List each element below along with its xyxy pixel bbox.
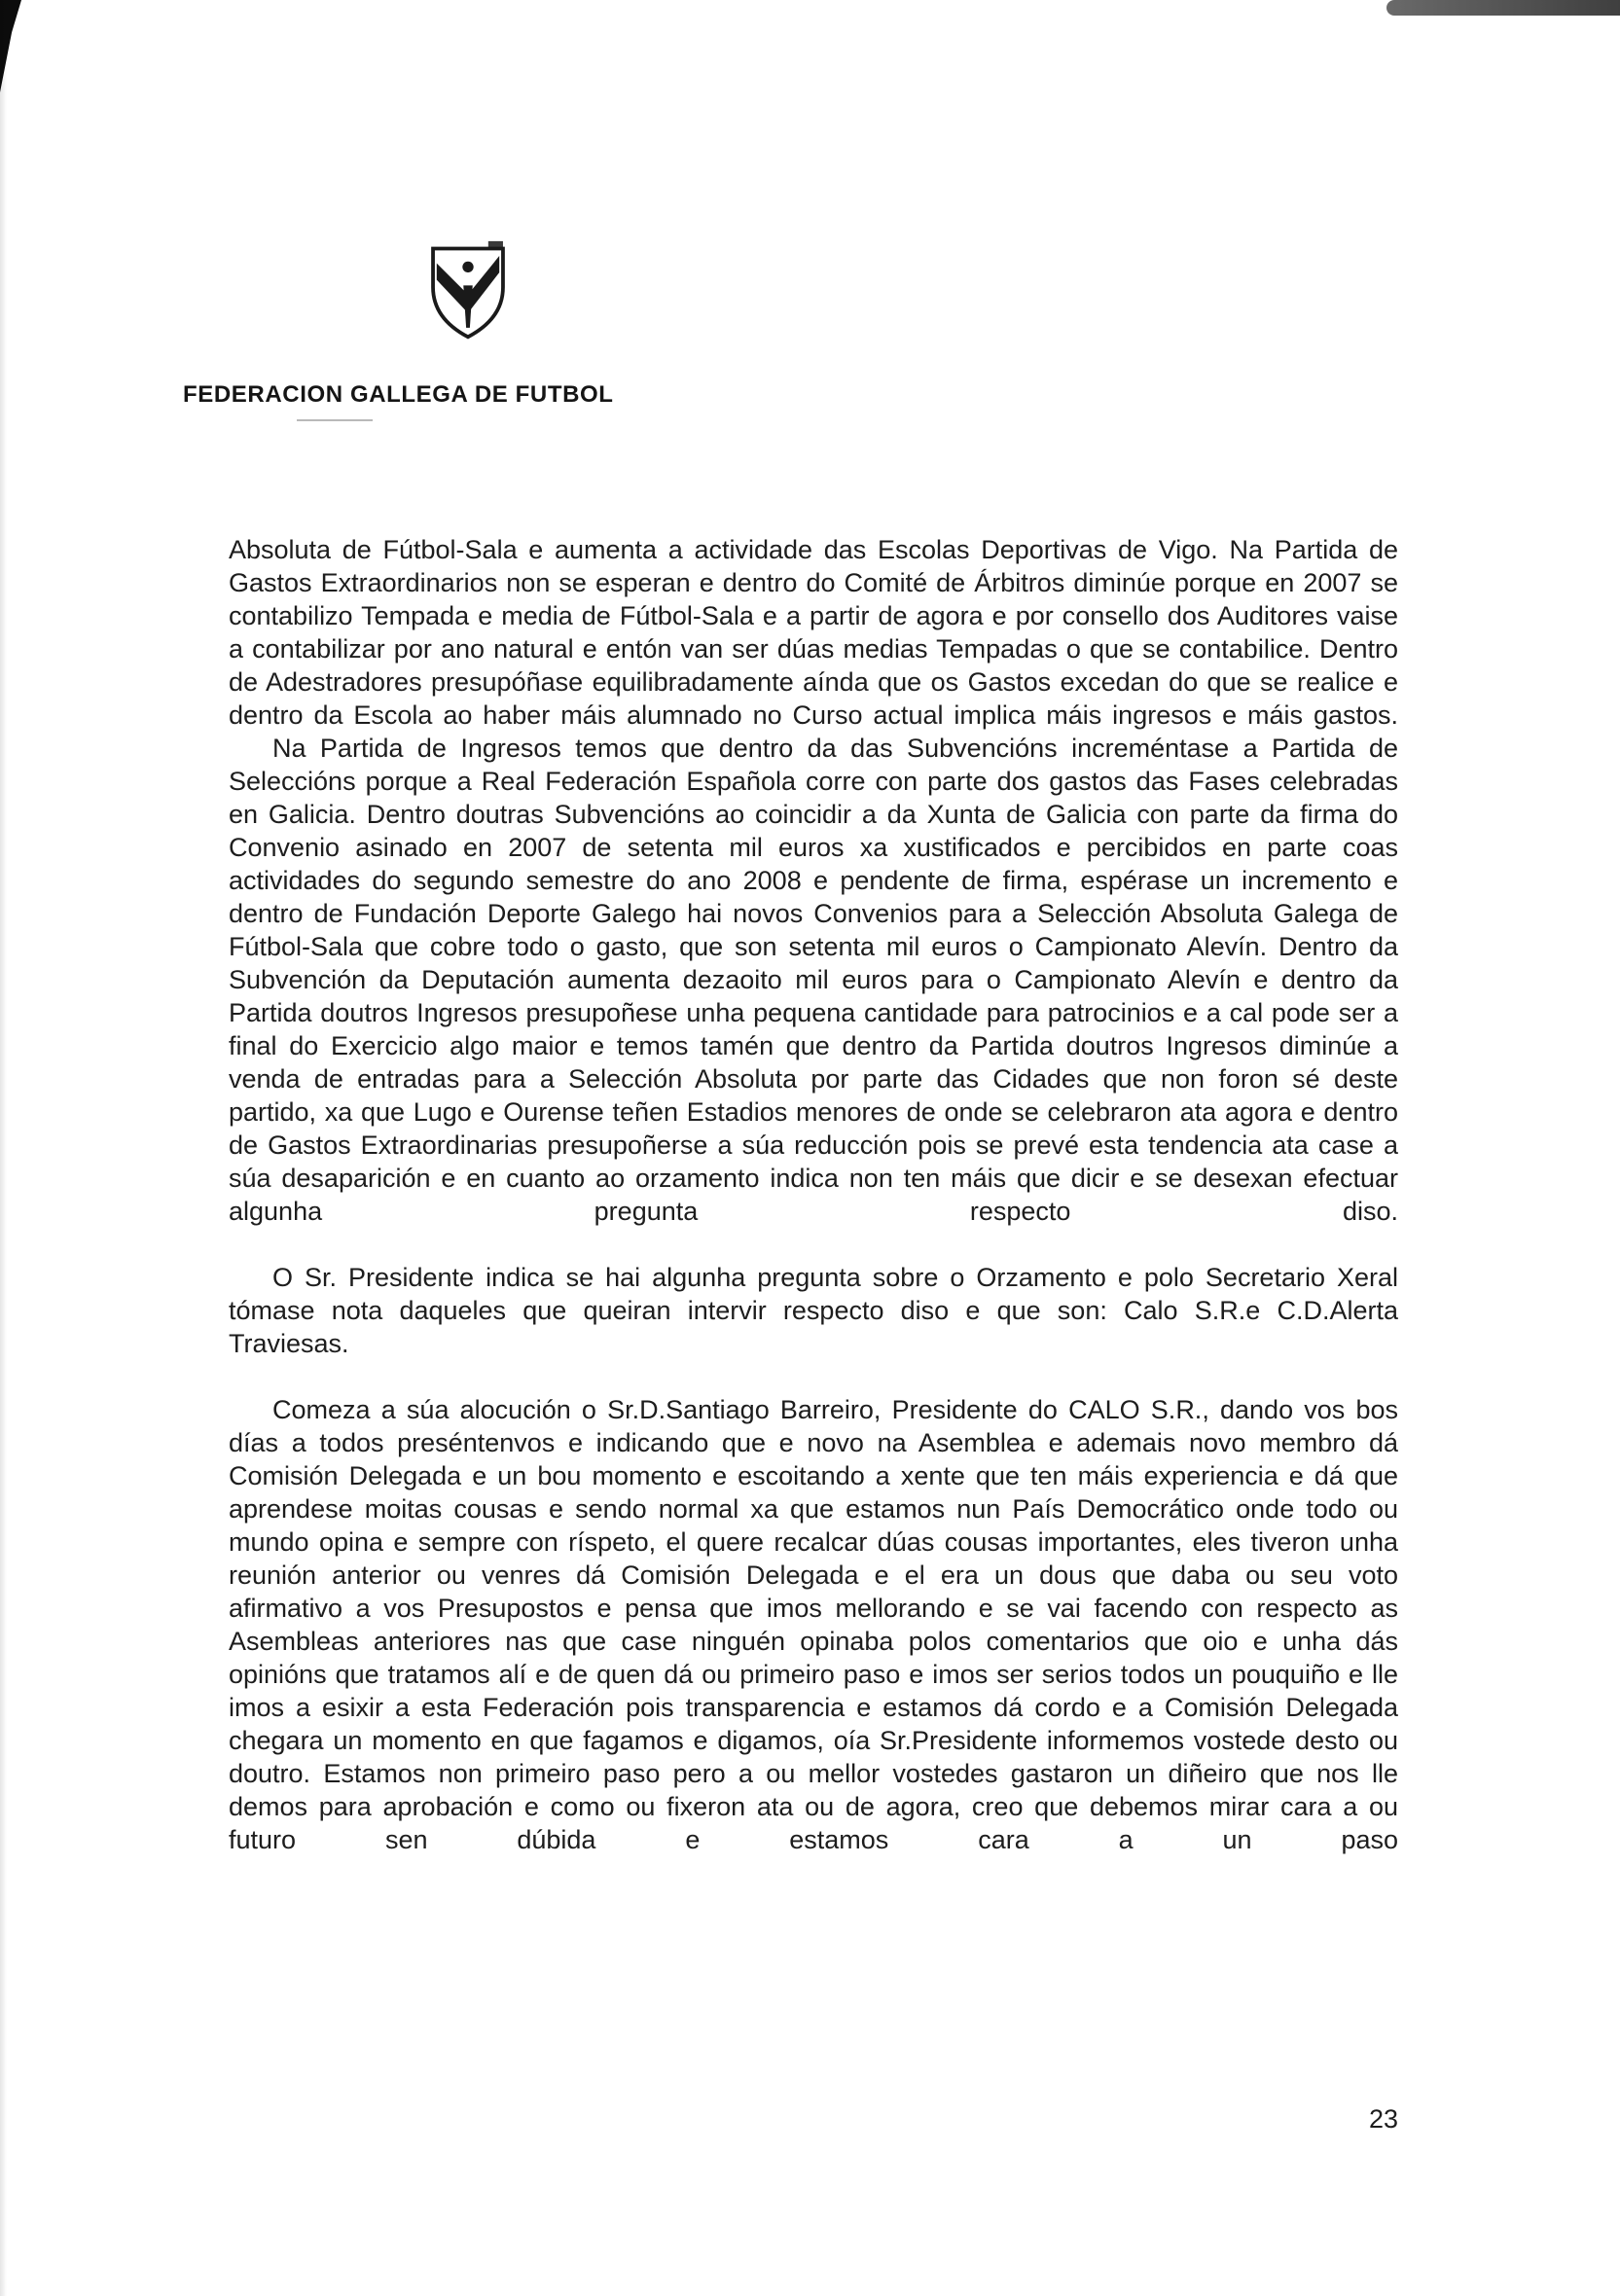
scan-edge-shade xyxy=(0,0,7,2296)
title-underline xyxy=(297,419,373,421)
scan-artifact-top-right xyxy=(1386,0,1620,16)
document-body xyxy=(229,533,1398,1856)
page-number: 23 xyxy=(1368,2104,1398,2134)
paragraph-president-question: O Sr. Presidente indica se hai algunha pregunta sobre o Orzamento e polo Secretario Xeral tómase nota daqueles que queiran intervir respecto diso e que son: Calo S.R.e C.D.Alerta Traviesas. xyxy=(229,1263,1398,1358)
crest-top-mark xyxy=(488,241,503,248)
federation-crest-logo xyxy=(421,239,515,342)
paragraph-calo-speech: Comeza a súa alocución o Sr.D.Santiago Barreiro, Presidente do CALO S.R., dando vos bos días a todos preséntenvos e indicando que e novo na Asemblea e ademais novo membro dá Comisión Delegada e un bou momento e escoitando a xente que ten máis experiencia e dá que aprendese moitas cousas e sendo normal xa que estamos nun País Democrático onde todo ou mundo opina e sempre con ríspeto, el quere recalcar dúas cousas importantes, eles tiveron unha reunión anterior ou venres dá Comisión Delegada e el era un dous que daba ou seu voto afirmativo a vos Presupostos e pensa que imos mellorando e se vai facendo con respecto as Asembleas anteriores nas que case ninguén opinaba polos comentarios que oio e unha dás opinións que tratamos alí e de quen dá ou primeiro paso e imos ser serios todos un pouquiño e lle imos a esixir a esta Federación pois transparencia e estamos dá cordo e a Comisión Delegada chegara un momento en que fagamos e digamos, oía Sr.Presidente informemos vostede desto ou doutro. Estamos non primeiro paso pero a ou mellor vostedes gastaron un diñeiro que nos lle demos para aprobación e como ou fixeron ata ou de agora, creo que debemos mirar cara a ou futuro sen dúbida e estamos cara a un paso xyxy=(229,1395,1398,1854)
paragraph-budget-expenses: Absoluta de Fútbol-Sala e aumenta a actividade das Escolas Deportivas de Vigo. Na Partida de Gastos Extraordinarios non se esperan e dentro do Comité de Árbitros diminúe porque en 2007 se contabilizo Tempada e media de Fútbol-Sala e a partir de agora e por consello dos Auditores vaise a contabilizar por ano natural e entón van ser dúas medias Tempadas o que se contabilice. Dentro de Adestradores presupóñase equilibradamente aínda que os Gastos excedan do que se realice e dentro da Escola ao haber máis alumnado no Curso actual implica máis ingresos e máis gastos. xyxy=(229,535,1398,730)
organization-name: FEDERACION GALLEGA DE FUTBOL xyxy=(183,381,614,408)
paragraph-budget-income: Na Partida de Ingresos temos que dentro da das Subvencións increméntase a Partida de Seleccións porque a Real Federación Española corre con parte dos gastos das Fases celebradas en Galicia. Dentro doutras Subvencións ao coincidir a da Xunta de Galicia con parte da firma do Convenio asinado en 2007 de setenta mil euros xa xustificados e percibidos en parte coas actividades do segundo semestre do ano 2008 e pendente de firma, espérase un incremento e dentro de Fundación Deporte Galego hai novos Convenios para a Selección Absoluta Galega de Fútbol-Sala que cobre todo o gasto, que son setenta mil euros o Campionato Alevín. Dentro da Subvención da Deputación aumenta dezaoito mil euros para o Campionato Alevín e dentro da Partida doutros Ingresos presupoñese unha pequena cantidade para patrocinios e a cal pode ser a final do Exercicio algo maior e temos tamén que dentro da Partida doutros Ingresos diminúe a venda de entradas para a Selección Absoluta por parte das Cidades que non foron sé deste partido, xa que Lugo e Ourense teñen Estadios menores de onde se celebraron ata agora e dentro de Gastos Extraordinarias presupoñerse a súa reducción pois se prevé esta tendencia ata case a súa desaparición e en cuanto ao orzamento indica non ten máis que dicir e se desexan efectuar algunha pregunta respecto diso. xyxy=(229,734,1398,1226)
